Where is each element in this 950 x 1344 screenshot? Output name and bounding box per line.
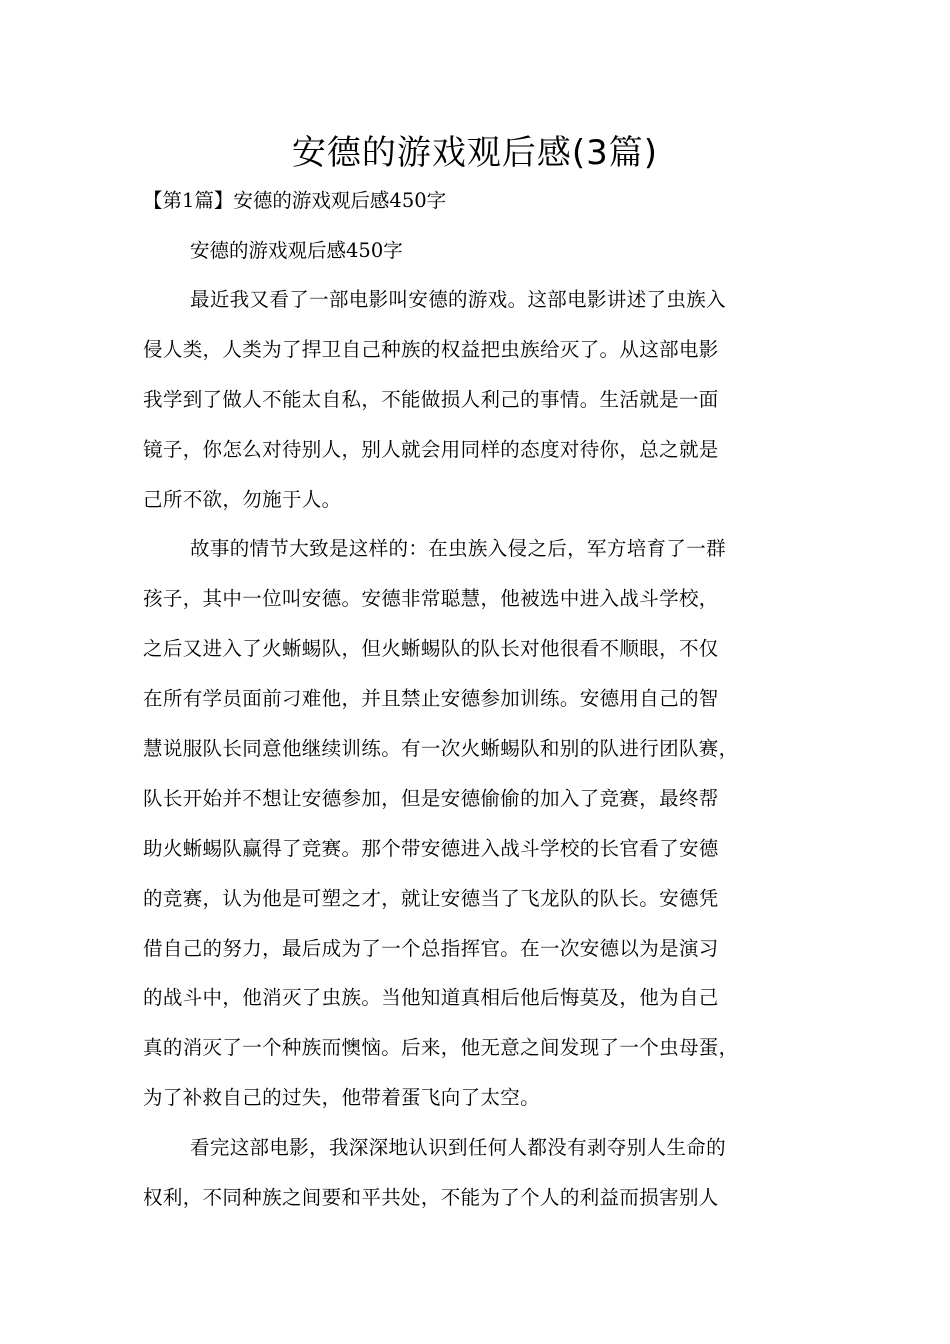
document-title: 安德的游戏观后感(3篇)	[291, 133, 659, 173]
essay-body	[143, 285, 815, 1233]
paragraph-line: 真的消灭了一个种族而懊恼。后来，他无意之间发现了一个虫母蛋，	[143, 1036, 739, 1060]
paragraph-line: 在所有学员面前刁难他，并且禁止安德参加训练。安德用自己的智	[143, 687, 719, 711]
paragraph-line: 借自己的努力，最后成为了一个总指挥官。在一次安德以为是演习	[143, 936, 719, 960]
paragraph-line: 慧说服队长同意他继续训练。有一次火蜥蜴队和别的队进行团队赛，	[143, 737, 739, 761]
paragraph-line: 孩子，其中一位叫安德。安德非常聪慧，他被选中进入战斗学校，	[143, 587, 719, 611]
paragraph-line: 之后又进入了火蜥蜴队，但火蜥蜴队的队长对他很看不顺眼，不仅	[143, 637, 719, 661]
paragraph-line: 看完这部电影，我深深地认识到任何人都没有剥夺别人生命的	[190, 1136, 726, 1160]
paragraph-line: 的战斗中，他消灭了虫族。当他知道真相后他后悔莫及，他为自己	[143, 986, 719, 1010]
paragraph-line: 权利，不同种族之间要和平共处，不能为了个人的利益而损害别人	[143, 1186, 719, 1210]
paragraph-line: 侵人类，人类为了捍卫自己种族的权益把虫族给灭了。从这部电影	[143, 337, 719, 361]
paragraph-line: 的竞赛，认为他是可塑之才，就让安德当了飞龙队的队长。安德凭	[143, 886, 719, 910]
section-heading: 【第1篇】安德的游戏观后感450字	[143, 189, 447, 212]
essay-subtitle: 安德的游戏观后感450字	[190, 239, 403, 262]
paragraph-line: 最近我又看了一部电影叫安德的游戏。这部电影讲述了虫族入	[190, 288, 726, 311]
paragraph-line: 己所不欲，勿施于人。	[143, 487, 342, 511]
paragraph-line: 我学到了做人不能太自私，不能做损人利己的事情。生活就是一面	[143, 387, 719, 411]
paragraph-line: 队长开始并不想让安德参加，但是安德偷偷的加入了竞赛，最终帮	[143, 786, 719, 810]
paragraph-line: 故事的情节大致是这样的：在虫族入侵之后，军方培育了一群	[190, 537, 726, 561]
paragraph-line: 助火蜥蜴队赢得了竞赛。那个带安德进入战斗学校的长官看了安德	[143, 836, 719, 860]
paragraph-line: 镜子，你怎么对待别人，别人就会用同样的态度对待你，总之就是	[143, 437, 719, 461]
paragraph-line: 为了补救自己的过失，他带着蛋飞向了太空。	[143, 1086, 541, 1110]
